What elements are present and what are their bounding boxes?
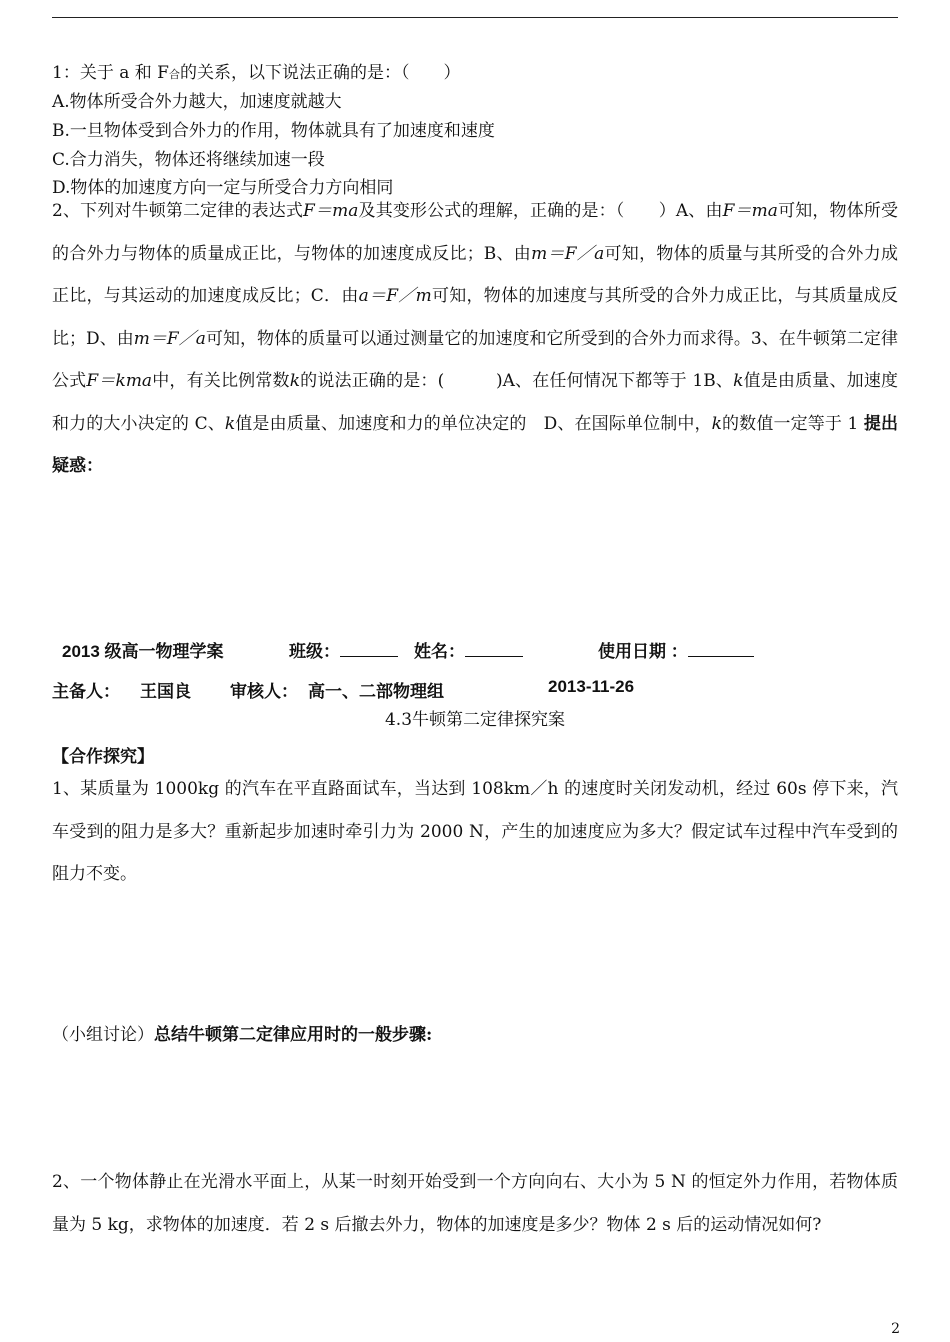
- q2-text-2: 及其变形公式的理解，正确的是：（ ）A、由: [358, 201, 723, 221]
- date-label: 使用日期 ：: [598, 642, 688, 661]
- q2-text-3: 可知，物体所受的合外力与物体的质量成正比，与物体的加速度成反比；B、由: [52, 201, 898, 264]
- grade-title: 2013 级高一物理学案: [62, 642, 224, 661]
- group-discussion: [52, 1020, 432, 1045]
- discussion-title: 总结牛顿第二定律应用时的一般步骤:: [154, 1025, 433, 1045]
- formula: a＝F／m: [358, 286, 432, 306]
- formula: m＝F／a: [531, 243, 605, 264]
- q2-q3-paragraph: [52, 190, 898, 488]
- reviewer-label: 审核人：: [230, 682, 298, 701]
- q2-text-8: 的说法正确的是：( )A、在任何情况下都等于 1B、: [300, 371, 734, 391]
- date-blank: [688, 640, 754, 657]
- date-field: [598, 637, 754, 662]
- q2-text-10: 值是由质量、加速度和力的单位决定的 D、在国际单位制中，: [235, 413, 712, 434]
- formula: k: [711, 413, 722, 434]
- formula: k: [289, 371, 300, 391]
- q1-option-d: D.物体的加速度方向一定与所受合力方向相同: [52, 178, 394, 198]
- q2-text-4: 可知，物体的质量与其所受的合外力成正比，与其运动的加速度成反比；C．由: [52, 243, 898, 306]
- page-title: 4.3牛顿第二定律探究案: [384, 710, 566, 730]
- page-number: 2: [891, 1321, 900, 1337]
- discussion-prefix: （小组讨论）: [52, 1025, 154, 1045]
- q2-text-1: 2、下列对牛顿第二定律的表达式: [52, 201, 304, 221]
- formula: F＝kma: [86, 371, 153, 391]
- q1-stem-b: 的关系，以下说法正确的是：（ ）: [179, 63, 461, 83]
- formula: k: [224, 413, 236, 434]
- section-heading: 【合作探究】: [52, 747, 154, 766]
- formula: k: [733, 371, 744, 391]
- class-label: 班级：: [289, 642, 340, 661]
- q2-text-6: 可知，物体的质量可以通过测量它的加速度和它所受到的合外力而求得。3、在牛顿第二定律公式: [52, 328, 898, 391]
- q2-text-7: 中，有关比例常数: [152, 371, 290, 391]
- q2-text-5: 可知，物体的加速度与其所受的合外力成正比，与其质量成反比；D、由: [52, 286, 899, 349]
- q1-stem-a: 1：关于 a 和 F: [52, 63, 169, 83]
- doc-date: 2013-11-26: [548, 677, 635, 696]
- explore-q1: 1、某质量为 1000kg 的汽车在平直路面试车，当达到 108km／h 的速度时关闭发动机，经过 60s 停下来，汽车受到的阻力是多大？重新起步加速时牵引力为 2000 N，产生的加速度应为多大？假定试车过程中汽车受到的阻力不变。: [52, 779, 898, 884]
- explore-q2: 2、一个物体静止在光滑水平面上，从某一时刻开始受到一个方向向右、大小为 5 N 的恒定外力作用，若物体质量为 5 kg，求物体的加速度．若 2 s 后撤去外力，物体的加速度是多少？物体 2 s 后的运动情况如何?: [52, 1172, 898, 1235]
- doubt-heading: 提出疑惑：: [52, 413, 898, 476]
- name-blank: [465, 640, 523, 657]
- q2-text-11: 的数值一定等于 1: [721, 413, 864, 434]
- q1-option-b: B.一旦物体受到合外力的作用，物体就具有了加速度和速度: [52, 121, 495, 141]
- formula: F＝ma: [303, 201, 359, 221]
- q2-text-9: 值是由质量、加速度和力的大小决定的 C、: [52, 371, 898, 434]
- q1-stem: [52, 58, 460, 83]
- author-label: 主备人：: [52, 682, 120, 701]
- author-name: 王国良: [140, 682, 191, 701]
- reviewer-name: 高一、二部物理组: [308, 682, 444, 701]
- formula: m＝F／a: [133, 328, 206, 349]
- class-blank: [340, 640, 398, 657]
- q1-stem-sub: 合: [168, 68, 180, 81]
- q1-option-a: A.物体所受合外力越大，加速度就越大: [52, 92, 342, 112]
- name-field: [414, 637, 523, 662]
- name-label: 姓名：: [414, 642, 465, 661]
- top-rule: [52, 17, 898, 18]
- formula: F＝ma: [722, 201, 778, 221]
- class-field: [289, 637, 398, 662]
- q1-option-c: C.合力消失，物体还将继续加速一段: [52, 150, 325, 170]
